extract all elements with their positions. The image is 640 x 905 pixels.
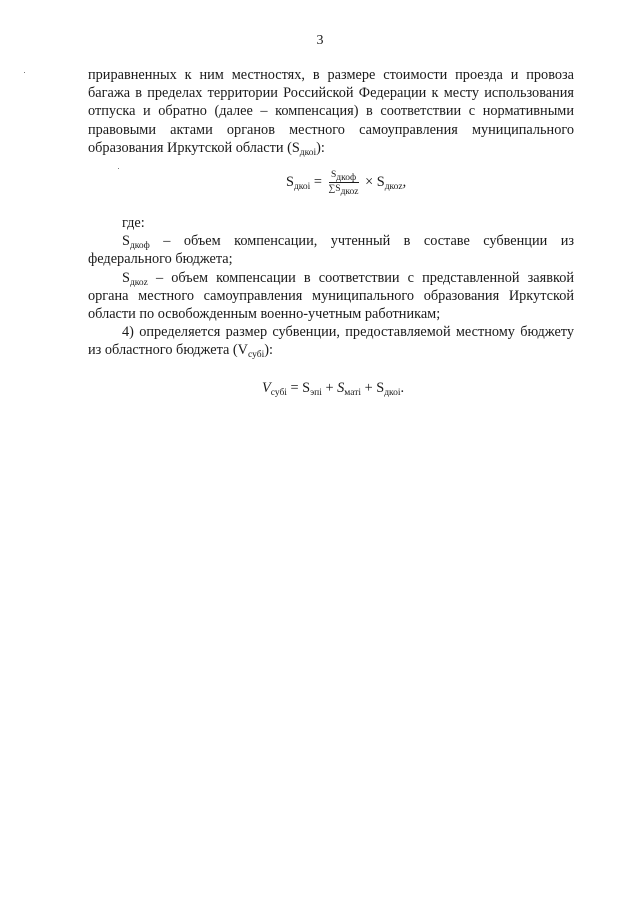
formula-symbol: S: [376, 173, 385, 190]
formula-symbol: S: [337, 380, 345, 396]
definition-item: $S_{дкоz}$ – объем компенсации в соответствии с представленной заявкой органа местного самоуправления муниципального образования Иркутской области по освобожденным военно-учетным работникам;: [88, 269, 574, 323]
formula-subscript: дкоz: [384, 181, 403, 192]
formula-subscript: матi: [344, 388, 362, 398]
where-label: где:: [122, 215, 145, 231]
formula-operator: ×: [361, 173, 377, 190]
formula-subscript: субi: [270, 388, 287, 398]
formula-symbol: S: [302, 380, 311, 396]
paragraph-end: ):: [316, 139, 325, 156]
fraction-denominator: $\sum S_{дкоz}$: [328, 184, 359, 197]
formula-operator: =: [310, 173, 326, 190]
formula-symbol: S: [286, 173, 294, 190]
scan-speck: [118, 168, 119, 169]
scan-speck: [24, 72, 25, 73]
formula-symbol: V: [262, 380, 271, 396]
page-number: 3: [316, 33, 324, 48]
formula-operator: +: [361, 380, 377, 396]
formula-operator: +: [321, 380, 338, 396]
formula-punctuation: ,: [402, 173, 407, 190]
subscript: дкоi: [299, 147, 317, 158]
definition-item: $S_{дкоф}$ – объем компенсации, учтенный в составе субвенции из федерального бюджета;: [88, 233, 574, 268]
formula-punctuation: .: [400, 380, 405, 396]
definitions-block: [88, 214, 574, 360]
formula-subvention: [262, 380, 404, 397]
formula-fraction: [329, 170, 359, 195]
paragraph-text: приравненных к ним местностях, в размере стоимости проезда и провоза багажа в пределах территории Российской Федерации к месту использования отпуска и обратно (далее – компенсация) в соответствии с нормативными правовыми актами органов местного самоуправления муниципального образования Иркутской области (S: [88, 67, 574, 156]
fraction-numerator: $S_{дкоф}$: [329, 170, 359, 183]
formula-subscript: эпi: [310, 388, 322, 398]
formula-subscript: дкоi: [384, 388, 401, 398]
paragraph-compensation: [88, 66, 574, 157]
formula-symbol: S: [376, 380, 385, 396]
formula-compensation: [286, 170, 406, 195]
formula-operator: =: [286, 380, 303, 396]
list-item-4: 4) определяется размер субвенции, предоставляемой местному бюджету из областного бюджета $(V_{субi})$:: [88, 324, 574, 361]
formula-subscript: дкоi: [293, 181, 311, 192]
